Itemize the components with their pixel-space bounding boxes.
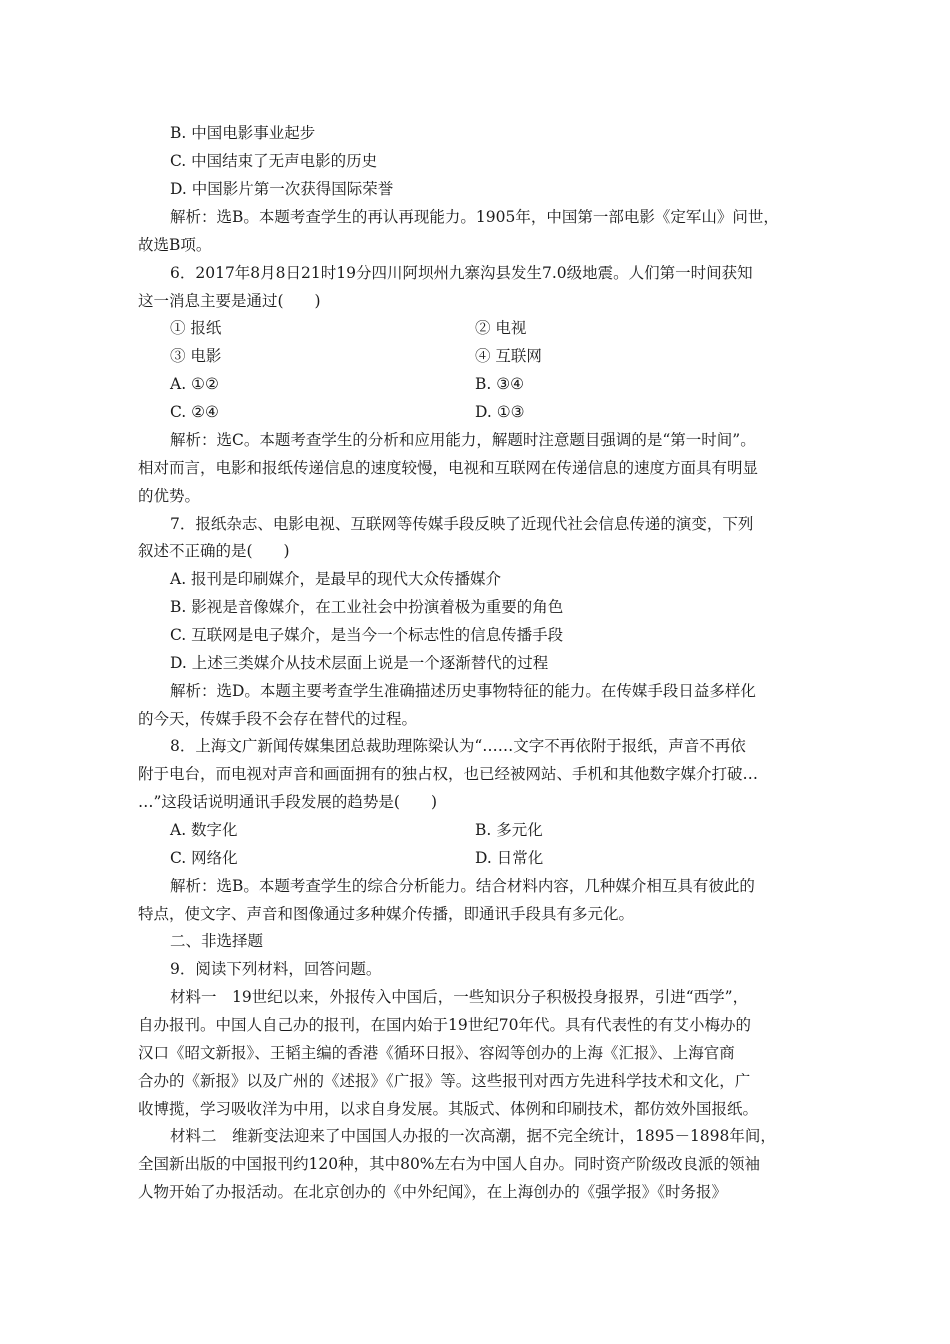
q8-stem-line-1: 8．上海文广新闻传媒集团总裁助理陈梁认为“……文字不再依附于报纸，声音不再依 xyxy=(170,737,746,755)
q8-option-b: B. 多元化 xyxy=(475,821,543,839)
q9-material-1-line-2: 自办报刊。中国人自己办的报刊，在国内始于19世纪70年代。具有代表性的有艾小梅办的 xyxy=(138,1016,751,1034)
q6-option-c: C. ②④ xyxy=(170,403,219,421)
q7-stem-line-1: 7．报纸杂志、电影电视、互联网等传媒手段反映了近现代社会信息传递的演变，下列 xyxy=(170,515,754,533)
q7-option-d: D. 上述三类媒介从技术层面上说是一个逐渐替代的过程 xyxy=(170,654,549,672)
q8-analysis-line-1: 解析：选B。本题考查学生的综合分析能力。结合材料内容，几种媒介相互具有彼此的 xyxy=(170,877,755,895)
q9-stem: 9．阅读下列材料，回答问题。 xyxy=(170,960,382,978)
q5-option-d: D. 中国影片第一次获得国际荣誉 xyxy=(170,180,394,198)
q9-material-2-line-2: 全国新出版的中国报刊约120种，其中80%左右为中国人自办。同时资产阶级改良派的领袖 xyxy=(138,1155,761,1173)
q6-analysis-line-2: 相对而言，电影和报纸传递信息的速度较慢，电视和互联网在传递信息的速度方面具有明显 xyxy=(138,459,759,477)
q6-item-1: ① 报纸 xyxy=(170,319,222,337)
q9-material-2-line-1: 材料二 维新变法迎来了中国国人办报的一次高潮，据不完全统计，1895－1898年间， xyxy=(170,1127,776,1145)
q9-material-1-line-5: 收博揽，学习吸收洋为中用，以求自身发展。其版式、体例和印刷技术，都仿效外国报纸。 xyxy=(138,1100,759,1118)
q8-stem-line-3: …”这段话说明通讯手段发展的趋势是( ) xyxy=(138,793,438,811)
q6-option-d: D. ①③ xyxy=(475,403,525,421)
q8-option-c: C. 网络化 xyxy=(170,849,238,867)
q7-analysis-line-2: 的今天，传媒手段不会存在替代的过程。 xyxy=(138,710,418,728)
q6-stem-line-2: 这一消息主要是通过( ) xyxy=(138,292,321,310)
q8-stem-line-2: 附于电台，而电视对声音和画面拥有的独占权，也已经被网站、手机和其他数字媒介打破… xyxy=(138,765,759,783)
q9-material-1-line-1: 材料一 19世纪以来，外报传入中国后，一些知识分子积极投身报界，引进“西学”， xyxy=(170,988,749,1006)
q9-material-1-line-4: 合办的《新报》以及广州的《述报》《广报》等。这些报刊对西方先进科学技术和文化，广 xyxy=(138,1072,751,1090)
q8-option-a: A. 数字化 xyxy=(170,821,238,839)
q9-material-1-line-3: 汉口《昭文新报》、王韬主编的香港《循环日报》、容闳等创办的上海《汇报》、上海官商 xyxy=(138,1044,735,1062)
q6-item-3: ③ 电影 xyxy=(170,347,222,365)
q8-analysis-line-2: 特点，使文字、声音和图像通过多种媒介传播，即通讯手段具有多元化。 xyxy=(138,905,635,923)
q6-stem-line-1: 6．2017年8月8日21时19分四川阿坝州九寨沟县发生7.0级地震。人们第一时间获知 xyxy=(170,264,753,282)
q7-option-a: A. 报刊是印刷媒介，是最早的现代大众传播媒介 xyxy=(170,570,502,588)
q6-analysis-line-1: 解析：选C。本题考查学生的分析和应用能力，解题时注意题目强调的是“第一时间”。 xyxy=(170,431,756,449)
section-heading-non-choice: 二、非选择题 xyxy=(170,932,264,950)
q7-stem-line-2: 叙述不正确的是( ) xyxy=(138,542,290,560)
q9-material-2-line-3: 人物开始了办报活动。在北京创办的《中外纪闻》，在上海创办的《强学报》《时务报》 xyxy=(138,1183,728,1201)
q7-analysis-line-1: 解析：选D。本题主要考查学生准确描述历史事物特征的能力。在传媒手段日益多样化 xyxy=(170,682,756,700)
q5-option-b: B. 中国电影事业起步 xyxy=(170,124,316,142)
q6-option-a: A. ①② xyxy=(170,375,219,393)
q7-option-b: B. 影视是音像媒介，在工业社会中扮演着极为重要的角色 xyxy=(170,598,564,616)
q8-option-d: D. 日常化 xyxy=(475,849,544,867)
q6-item-2: ② 电视 xyxy=(475,319,527,337)
q6-item-4: ④ 互联网 xyxy=(475,347,542,365)
q6-option-b: B. ③④ xyxy=(475,375,525,393)
q6-analysis-line-3: 的优势。 xyxy=(138,487,201,505)
q5-analysis-line-1: 解析：选B。本题考查学生的再认再现能力。1905年，中国第一部电影《定军山》问世， xyxy=(170,208,779,226)
q7-option-c: C. 互联网是电子媒介，是当今一个标志性的信息传播手段 xyxy=(170,626,564,644)
q5-option-c: C. 中国结束了无声电影的历史 xyxy=(170,152,378,170)
q5-analysis-line-2: 故选B项。 xyxy=(138,236,212,254)
